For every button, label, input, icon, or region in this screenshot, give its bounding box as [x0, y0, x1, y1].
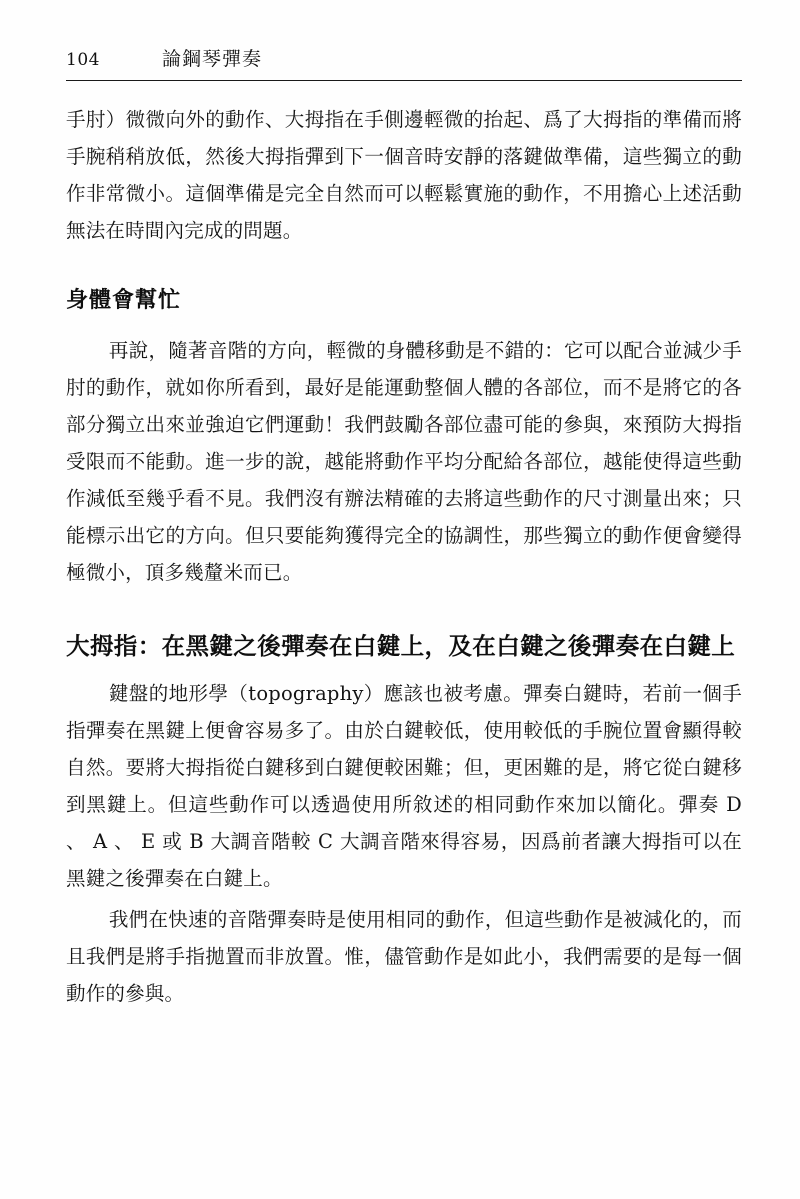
- section-heading-thumb: 大拇指：在黑鍵之後彈奏在白鍵上，及在白鍵之後彈奏在白鍵上: [66, 632, 736, 660]
- page-number: 104: [66, 50, 100, 70]
- paragraph-3: 鍵盤的地形學（topography）應該也被考慮。彈奏白鍵時，若前一個手指彈奏在黑鍵上便會容易多了。由於白鍵較低，使用較低的手腕位置會顯得較自然。要將大拇指從白鍵移到白鍵便較困難；但，更困難的是，將它從白鍵移到黑鍵上。但這些動作可以透過使用所敘述的相同動作來加以簡化。彈奏 D 、 A 、 E 或 B 大調音階較 C 大調音階來得容易，因爲前者讓大拇指可以在黑鍵之後彈奏在白鍵上。: [66, 682, 742, 890]
- running-head: [66, 44, 742, 78]
- paragraph-2: 再說，隨著音階的方向，輕微的身體移動是不錯的：它可以配合並減少手肘的動作，就如你所看到，最好是能運動整個人體的各部位，而不是將它的各部分獨立出來並強迫它們運動！我們鼓勵各部位盡可能的參與，來預防大拇指受限而不能動。進一步的說，越能將動作平均分配給各部位，越能使得這些動作減低至幾乎看不見。我們沒有辦法精確的去將這些動作的尺寸測量出來；只能標示出它的方向。但只要能夠獲得完全的協調性，那些獨立的動作便會變得極微小，頂多幾釐米而已。: [66, 339, 742, 584]
- section-heading-body-helps: 身體會幫忙: [66, 288, 182, 313]
- header-divider: [66, 80, 742, 81]
- running-title: 論鋼琴彈奏: [162, 48, 263, 70]
- page-content: [66, 44, 742, 1012]
- paragraph-4: 我們在快速的音階彈奏時是使用相同的動作，但這些動作是被減化的，而且我們是將手指拋置而非放置。惟，儘管動作是如此小，我們需要的是每一個動作的參與。: [66, 908, 742, 1005]
- paragraph-1: 手肘）微微向外的動作、大拇指在手側邊輕微的抬起、爲了大拇指的準備而將手腕稍稍放低，然後大拇指彈到下一個音時安靜的落鍵做準備，這些獨立的動作非常微小。這個準備是完全自然而可以輕鬆實施的動作，不用擔心上述活動無法在時間內完成的問題。: [66, 108, 742, 242]
